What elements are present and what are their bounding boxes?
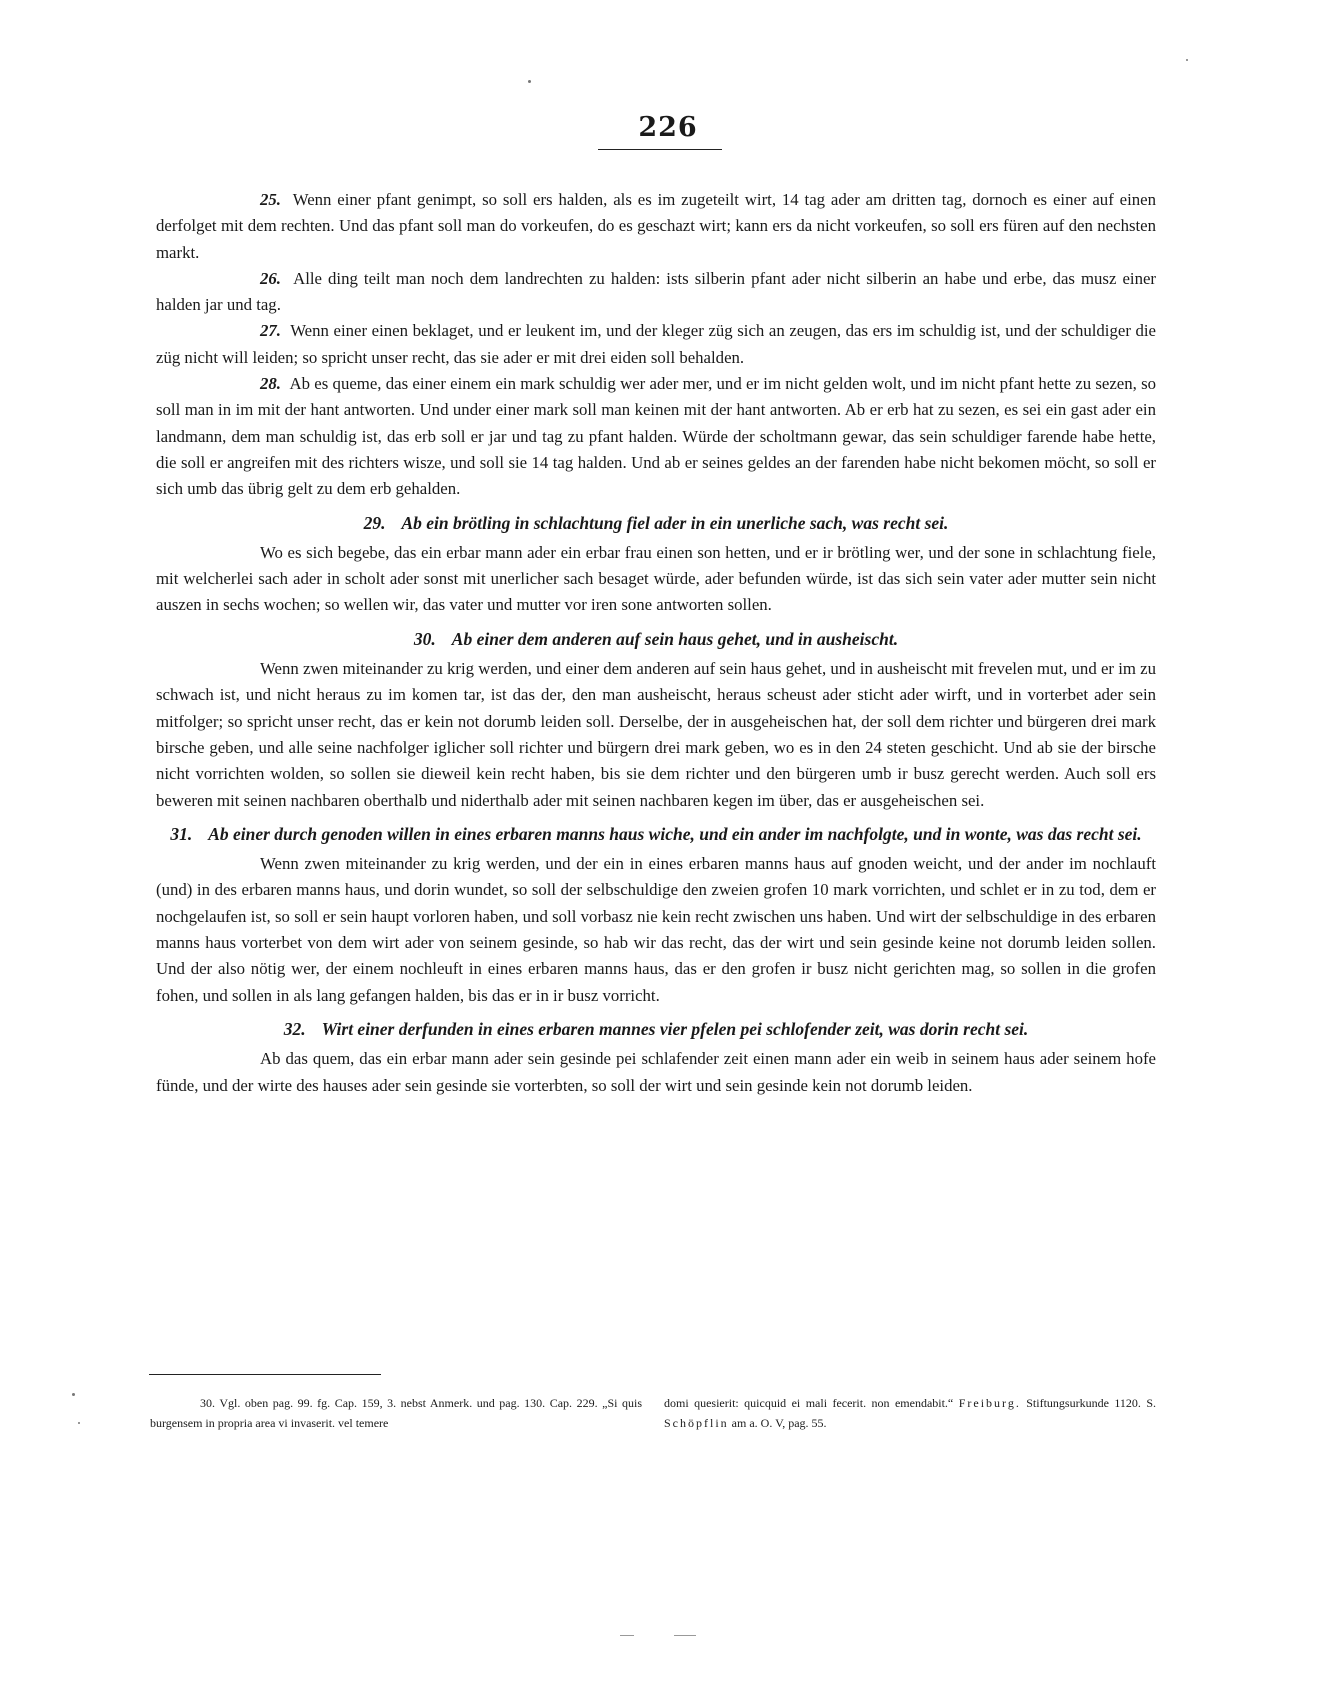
section-heading (156, 821, 1156, 847)
scan-mark (620, 1635, 634, 1636)
section-number: 30. (413, 628, 436, 649)
section-heading (156, 510, 1156, 536)
section-heading-text: Ab einer durch genoden willen in eines erbaren manns haus wiche, und ein ander im nachfolgte, und in wonte, was das recht sei. (208, 823, 1142, 844)
footnote-30-text: 30. Vgl. oben pag. 99. fg. Cap. 159, 3. nebst Anmerk. und pag. 130. Cap. 229. „Si quis burgensem in propria area vi invaserit. vel temere (150, 1396, 642, 1430)
scan-mark (674, 1635, 696, 1636)
body-text (156, 187, 1156, 1099)
footnotes (150, 1393, 1156, 1433)
paragraph-text: Wenn einer pfant genimpt, so soll ers halden, als es im zugeteilt wirt, 14 tag ader am dritten tag, dornoch es einer auf einen derfolget mit dem rechten. Und das pfant soll man do vorkeufen, do es geschazt wirt; kann ers da nicht vorkeufen, so soll ers füren auf den nechsten markt. (156, 190, 1156, 262)
paragraph (156, 540, 1156, 619)
section-heading-text: Ab ein brötling in schlachtung fiel ader in ein unerliche sach, was recht sei. (401, 512, 949, 533)
paragraph (156, 187, 1156, 266)
footnote-source: Stiftungsurkunde 1120. S. (1026, 1396, 1157, 1410)
paragraph (156, 1046, 1156, 1099)
paragraph-text: Wo es sich begebe, das ein erbar mann ader ein erbar frau einen son hetten, und er ir brötling wer, und der sone in schlachtung fiele, mit welcherlei sach ader in scholt ader sonst mit unerlicher sach besaget würde, ader befunden würde, ist das sich sein vater ader mutter sein nicht auszen in sechs wochen; so wellen wir, das vater und mutter vor iren sone antworten sollen. (156, 542, 1156, 615)
section-number: 31. (170, 823, 193, 844)
footnote-city: Freiburg. (958, 1396, 1021, 1410)
scan-speck (72, 1393, 75, 1396)
footnote-author: Schöpflin (664, 1416, 729, 1430)
paragraph-text: Ab es queme, das einer einem ein mark schuldig wer ader mer, und er im nicht gelden wolt, und im nicht pfant hette zu sezen, so soll man in im mit der hant antworten. Und under einer mark soll man keinen mit der hant antworten. Ab er erb hat zu sezen, es sei ein gast ader ein landmann, dem man schuldig ist, das erb soll er jar und tag zu pfant halden. Würde der scholtmann gewar, das sein schuldiger farende habe hette, die soll er angreifen mit des richters wisze, und soll sie 14 tag halden. Und ab er seines geldes an der farenden habe nicht bekomen möcht, so soll er sich umb das übrig gelt zu dem erb gehalden. (156, 374, 1157, 499)
paragraph (156, 371, 1156, 502)
paragraph-number: 25. (260, 190, 281, 209)
paragraph-text: Wenn zwen miteinander zu krig werden, und der ein in eines erbaren manns haus auf gnoden weicht, und der ander im nochlauft (und) in des erbaren manns haus, und dorin wundet, so soll der selbschuldige den zweien grofen 10 mark vorrichten, und schlet er in zu tod, dem er nochgelaufen ist, so soll er sein haupt vorloren haben, und soll vorbasz nie kein recht zwischen uns haben. Und wirt der selbschuldige in des erbaren manns haus vorterbet von dem wirt ader von seinem gesinde, so hab wir das recht, das der wirt und sein gesinde keine not dorumb leiden sollen. Und der also nötig wer, der einem nochleuft in eines erbaren manns haus, das er den grofen ir busz nicht gerichten mag, so sollen in die grofen fohen, und sollen in als lang gefangen halden, bis das er in ir busz vorricht. (156, 854, 1156, 1005)
footnote-reference: am a. O. V, pag. 55. (731, 1416, 827, 1430)
section-heading-text: Ab einer dem anderen auf sein haus gehet, und in ausheischt. (451, 628, 899, 649)
paragraph-number: 27. (260, 321, 281, 341)
scan-speck (1186, 59, 1188, 61)
paragraph-number: 26. (260, 268, 281, 288)
scan-speck (528, 80, 531, 83)
paragraph-text: Wenn einer einen beklaget, und er leukent im, und der kleger züg sich an zeugen, das ers im schuldig ist, und der schuldiger die züg nicht will leiden; so spricht unser recht, das sie ader er mit drei eiden soll behalden. (156, 321, 1157, 367)
paragraph-text: Ab das quem, das ein erbar mann ader sein gesinde pei schlafender zeit einen mann ader ein weib in seinem haus ader seinem hofe fünde, und der wirte des hauses ader sein gesinde sie vorterbten, so soll der wirt und sein gesinde kein not dorumb leiden. (156, 1049, 1156, 1095)
section-heading (156, 1016, 1156, 1042)
paragraph (156, 318, 1156, 371)
section-number: 32. (283, 1018, 306, 1039)
paragraph-text: Wenn zwen miteinander zu krig werden, und einer dem anderen auf sein haus gehet, und in ausheischt mit frevelen mut, und er im zu schwach ist, und nicht heraus zu im komen tar, ist das der, den man ausheischt, heraus scheust ader sticht ader wirft, und in vorterbet ader sein mitfolger; so spricht unser recht, das er kein not dorumb leiden soll. Derselbe, der in ausgeheischen hat, der soll dem richter und bürgeren drei mark birsche geben, und alle seine nachfolger iglicher soll richter und bürgern drei mark geben, wo es in den 24 steten geschicht. Und ab sie der birsche nicht vorrichten wolden, so sollen sie dieweil kein recht haben, bis sie dem richter und den bürgeren umb ir busz gerecht werden. Auch soll ers beweren mit seinen nachbaren oberthalb und niderthalb ader mit seinen nachbaren kegen im über, das er ausgeheischen sei. (156, 659, 1156, 810)
footnote-left-column (150, 1393, 642, 1433)
paragraph (156, 656, 1156, 814)
paragraph-number: 28. (260, 374, 281, 394)
scan-speck (78, 1422, 80, 1424)
section-number: 29. (363, 512, 386, 533)
page-number-rule (598, 149, 722, 150)
footnote-rule (149, 1374, 381, 1375)
section-heading (156, 626, 1156, 652)
footnote-right-column (664, 1393, 1156, 1433)
paragraph (156, 851, 1156, 1009)
page-number: 226 (638, 112, 698, 143)
paragraph-text: Alle ding teilt man noch dem landrechten zu halden: ists silberin pfant ader nicht silberin an habe und erbe, das musz einer halden jar und tag. (156, 268, 1156, 315)
footnote-quote-end: domi quesierit: quicquid ei mali fecerit. non emendabit.“ (664, 1396, 954, 1410)
paragraph (156, 266, 1156, 319)
section-heading-text: Wirt einer derfunden in eines erbaren mannes vier pfelen pei schlofender zeit, was dorin recht sei. (321, 1018, 1029, 1039)
